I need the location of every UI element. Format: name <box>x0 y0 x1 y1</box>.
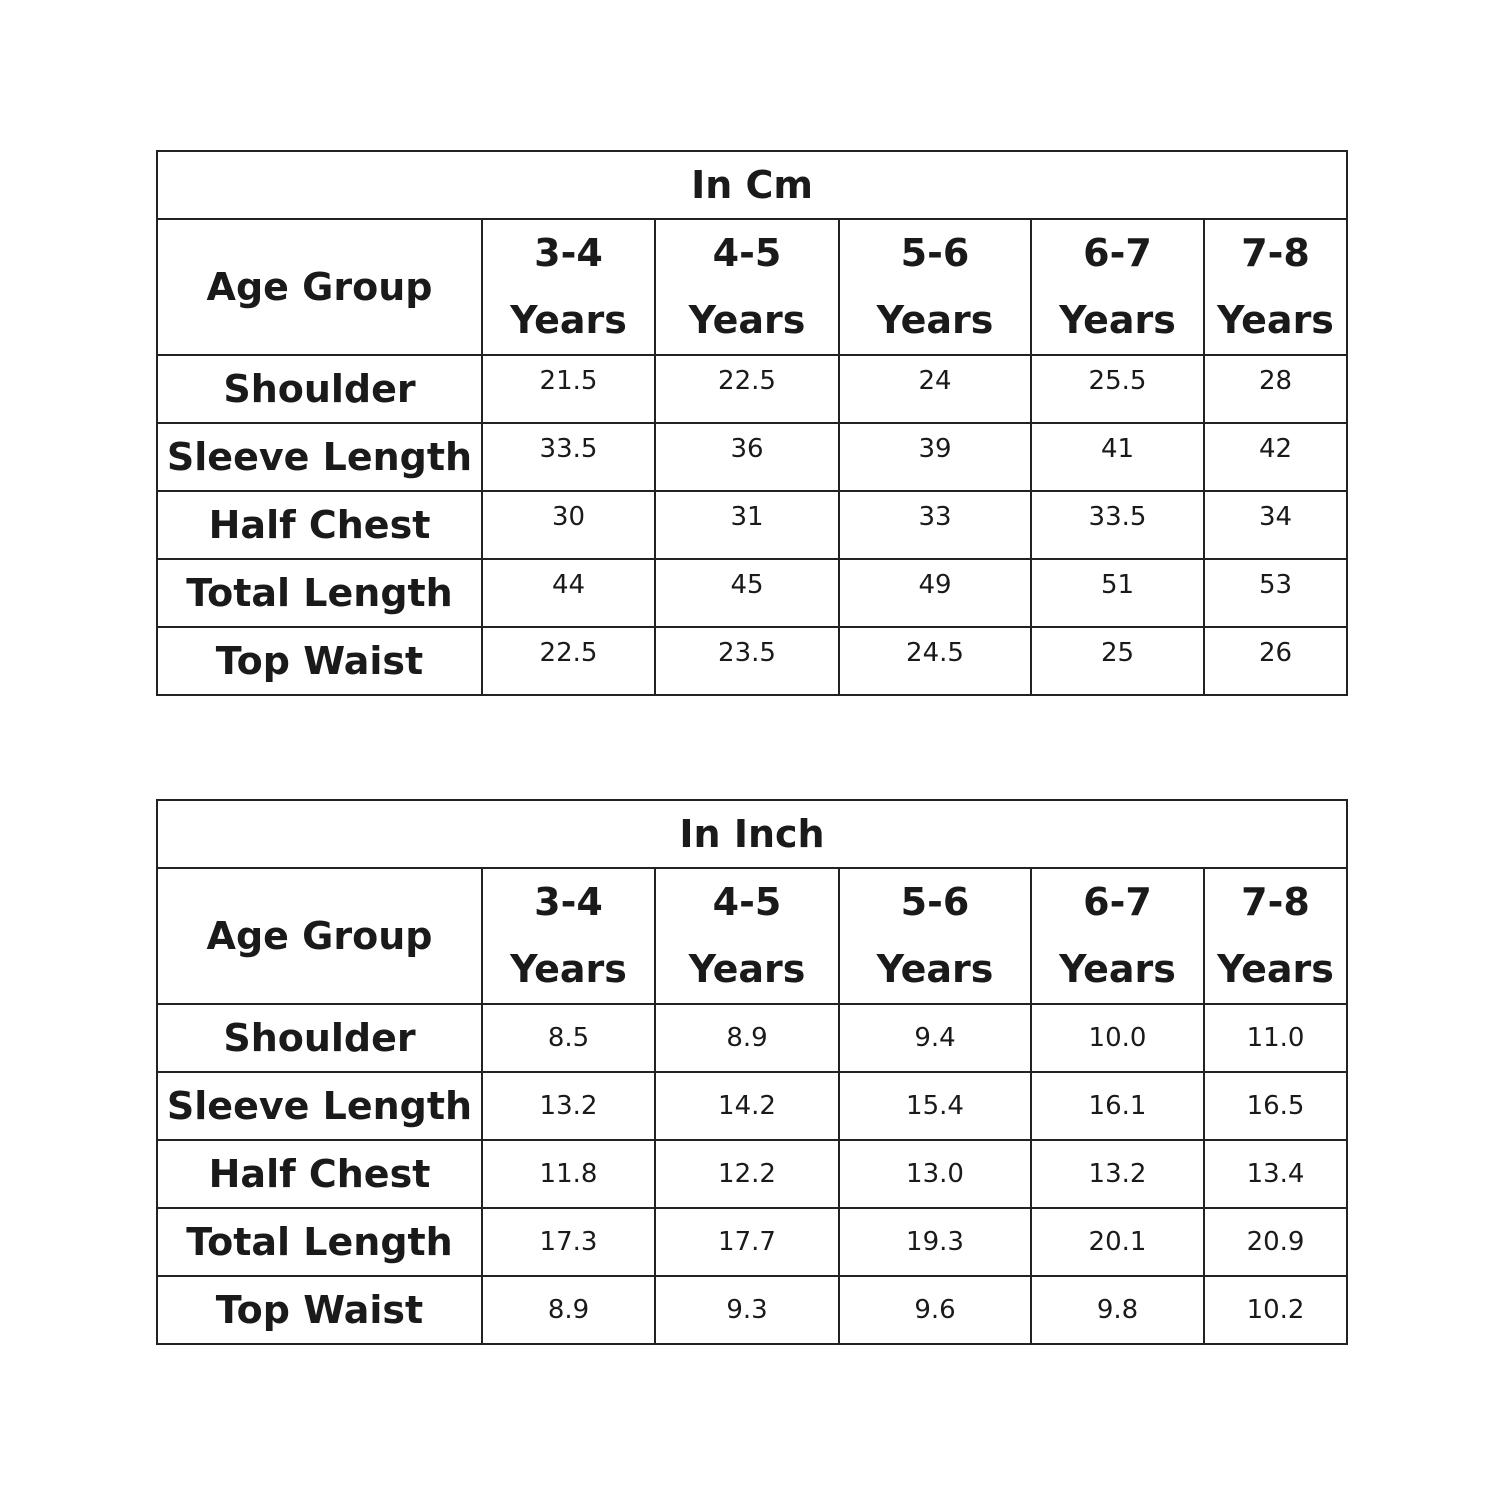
age-column-header <box>839 868 1031 1004</box>
age-column-header <box>839 219 1031 355</box>
value-cell: 26 <box>1204 627 1347 695</box>
table-row <box>157 355 1347 423</box>
value-cell: 9.4 <box>839 1004 1031 1072</box>
age-unit: Years <box>1059 298 1176 342</box>
value-cell: 42 <box>1204 423 1347 491</box>
unit-title: In Inch <box>157 800 1347 868</box>
value-cell: 51 <box>1031 559 1204 627</box>
value-cell: 33.5 <box>482 423 655 491</box>
value-cell: 24.5 <box>839 627 1031 695</box>
age-column-header <box>1204 219 1347 355</box>
age-range: 6-7 <box>1083 880 1152 924</box>
value-cell: 12.2 <box>655 1140 839 1208</box>
age-group-label: Age Group <box>157 219 482 355</box>
row-label: Top Waist <box>157 627 482 695</box>
size-table-inch <box>156 799 1348 1345</box>
value-cell: 13.2 <box>482 1072 655 1140</box>
age-unit: Years <box>688 947 806 991</box>
value-cell: 8.5 <box>482 1004 655 1072</box>
age-range: 7-8 <box>1241 231 1310 275</box>
age-column-header <box>482 219 655 355</box>
table-row <box>157 1276 1347 1344</box>
age-range: 5-6 <box>900 880 970 924</box>
age-unit: Years <box>1217 947 1334 991</box>
size-table-cm <box>156 150 1348 696</box>
value-cell: 20.1 <box>1031 1208 1204 1276</box>
value-cell: 9.6 <box>839 1276 1031 1344</box>
row-label: Sleeve Length <box>157 423 482 491</box>
value-cell: 34 <box>1204 491 1347 559</box>
value-cell: 13.0 <box>839 1140 1031 1208</box>
row-label: Half Chest <box>157 491 482 559</box>
value-cell: 10.0 <box>1031 1004 1204 1072</box>
value-cell: 25.5 <box>1031 355 1204 423</box>
value-cell: 23.5 <box>655 627 839 695</box>
value-cell: 15.4 <box>839 1072 1031 1140</box>
value-cell: 41 <box>1031 423 1204 491</box>
value-cell: 20.9 <box>1204 1208 1347 1276</box>
value-cell: 8.9 <box>482 1276 655 1344</box>
value-cell: 19.3 <box>839 1208 1031 1276</box>
table-row <box>157 627 1347 695</box>
age-range: 5-6 <box>900 231 970 275</box>
value-cell: 39 <box>839 423 1031 491</box>
value-cell: 9.8 <box>1031 1276 1204 1344</box>
age-unit: Years <box>1059 947 1176 991</box>
value-cell: 10.2 <box>1204 1276 1347 1344</box>
value-cell: 25 <box>1031 627 1204 695</box>
row-label: Sleeve Length <box>157 1072 482 1140</box>
age-range: 4-5 <box>712 880 782 924</box>
age-range: 3-4 <box>534 880 603 924</box>
age-range: 6-7 <box>1083 231 1152 275</box>
age-column-header <box>482 868 655 1004</box>
value-cell: 31 <box>655 491 839 559</box>
age-column-header <box>655 868 839 1004</box>
table-row <box>157 559 1347 627</box>
age-unit: Years <box>510 298 627 342</box>
table-row <box>157 423 1347 491</box>
table-title-row <box>157 800 1347 868</box>
age-unit: Years <box>1217 298 1334 342</box>
age-range: 3-4 <box>534 231 603 275</box>
table-row <box>157 1140 1347 1208</box>
value-cell: 13.2 <box>1031 1140 1204 1208</box>
value-cell: 33.5 <box>1031 491 1204 559</box>
row-label: Top Waist <box>157 1276 482 1344</box>
age-header-row <box>157 219 1347 355</box>
table-row <box>157 1208 1347 1276</box>
age-column-header <box>655 219 839 355</box>
age-unit: Years <box>688 298 806 342</box>
age-range: 7-8 <box>1241 880 1310 924</box>
value-cell: 8.9 <box>655 1004 839 1072</box>
value-cell: 16.1 <box>1031 1072 1204 1140</box>
value-cell: 45 <box>655 559 839 627</box>
unit-title: In Cm <box>157 151 1347 219</box>
value-cell: 11.8 <box>482 1140 655 1208</box>
row-label: Shoulder <box>157 355 482 423</box>
value-cell: 33 <box>839 491 1031 559</box>
value-cell: 16.5 <box>1204 1072 1347 1140</box>
age-column-header <box>1031 868 1204 1004</box>
table-row <box>157 1004 1347 1072</box>
value-cell: 17.3 <box>482 1208 655 1276</box>
value-cell: 22.5 <box>482 627 655 695</box>
age-unit: Years <box>876 298 994 342</box>
value-cell: 17.7 <box>655 1208 839 1276</box>
age-unit: Years <box>510 947 627 991</box>
table-row <box>157 491 1347 559</box>
value-cell: 49 <box>839 559 1031 627</box>
age-column-header <box>1204 868 1347 1004</box>
value-cell: 9.3 <box>655 1276 839 1344</box>
value-cell: 22.5 <box>655 355 839 423</box>
age-unit: Years <box>876 947 994 991</box>
value-cell: 13.4 <box>1204 1140 1347 1208</box>
value-cell: 14.2 <box>655 1072 839 1140</box>
value-cell: 11.0 <box>1204 1004 1347 1072</box>
value-cell: 24 <box>839 355 1031 423</box>
table-title-row <box>157 151 1347 219</box>
value-cell: 21.5 <box>482 355 655 423</box>
value-cell: 36 <box>655 423 839 491</box>
row-label: Total Length <box>157 559 482 627</box>
value-cell: 44 <box>482 559 655 627</box>
value-cell: 28 <box>1204 355 1347 423</box>
row-label: Shoulder <box>157 1004 482 1072</box>
age-header-row <box>157 868 1347 1004</box>
row-label: Total Length <box>157 1208 482 1276</box>
age-column-header <box>1031 219 1204 355</box>
value-cell: 30 <box>482 491 655 559</box>
value-cell: 53 <box>1204 559 1347 627</box>
row-label: Half Chest <box>157 1140 482 1208</box>
age-range: 4-5 <box>712 231 782 275</box>
table-row <box>157 1072 1347 1140</box>
age-group-label: Age Group <box>157 868 482 1004</box>
